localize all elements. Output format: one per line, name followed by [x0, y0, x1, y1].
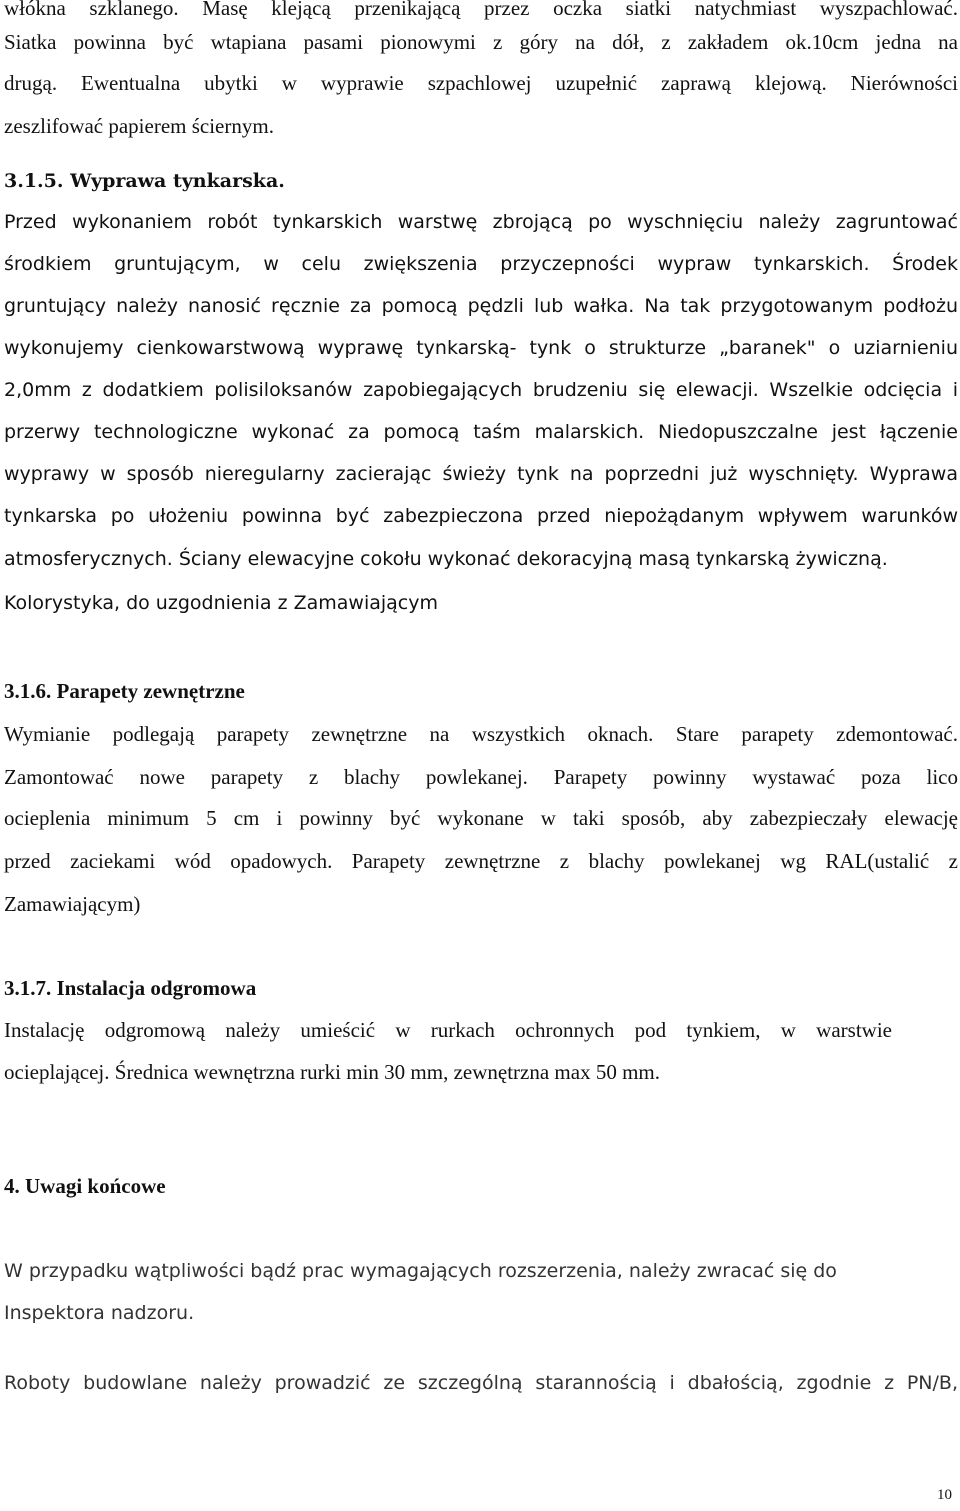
section-316-line-1: Wymianie podlegają parapety zewnętrzne na wszystkich oknach. Stare parapety zdemontować. — [4, 722, 958, 746]
section-317-line-2: ocieplającej. Średnica wewnętrzna rurki min 30 mm, zewnętrzna max 50 mm. — [4, 1060, 661, 1084]
section-315-line-8: tynkarska po ułożeniu powinna być zabezpieczona przed niepożądanym wpływem warunków — [4, 505, 958, 527]
heading-3-1-6: 3.1.6. Parapety zewnętrzne — [4, 679, 245, 703]
intro-line-3: drugą. Ewentualna ubytki w wyprawie szpachlowej uzupełnić zaprawą klejową. Nierówności — [4, 71, 958, 95]
section-4-para1-line-2: Inspektora nadzoru. — [4, 1302, 195, 1324]
section-315-line-4: wykonujemy cienkowarstwową wyprawę tynkarską- tynk o strukturze „baranek" o uziarnieniu — [4, 337, 958, 359]
section-316-line-5: Zamawiającym) — [4, 892, 141, 916]
intro-line-1: włókna szklanego. Masę klejącą przenikającą przez oczka siatki natychmiast wyszpachlować. — [4, 0, 958, 20]
section-315-line-1: Przed wykonaniem robót tynkarskich warstwę zbrojącą po wyschnięciu należy zagruntować — [4, 211, 958, 233]
intro-line-4: zeszlifować papierem ściernym. — [4, 114, 274, 138]
section-315-line-10: Kolorystyka, do uzgodnienia z Zamawiającym — [4, 592, 438, 614]
section-315-line-6: przerwy technologiczne wykonać za pomocą taśm malarskich. Niedopuszczalne jest łączenie — [4, 421, 958, 443]
section-4-para1-line-1: W przypadku wątpliwości bądź prac wymagających rozszerzenia, należy zwracać się do — [4, 1260, 837, 1282]
heading-3-1-7: 3.1.7. Instalacja odgromowa — [4, 976, 257, 1000]
section-316-line-4: przed zaciekami wód opadowych. Parapety zewnętrzne z blachy powlekanej wg RAL(ustalić z — [4, 849, 958, 873]
section-316-line-2: Zamontować nowe parapety z blachy powlekanej. Parapety powinny wystawać poza lico — [4, 765, 958, 789]
section-315-line-3: gruntujący należy nanosić ręcznie za pomocą pędzli lub wałka. Na tak przygotowanym podłożu — [4, 295, 958, 317]
section-315-line-2: środkiem gruntującym, w celu zwiększenia przyczepności wypraw tynkarskich. Środek — [4, 253, 958, 275]
heading-4: 4. Uwagi końcowe — [4, 1174, 166, 1198]
section-316-line-3: ocieplenia minimum 5 cm i powinny być wykonane w taki sposób, aby zabezpieczały elewację — [4, 806, 958, 830]
section-317-line-1: Instalację odgromową należy umieścić w rurkach ochronnych pod tynkiem, w warstwie — [4, 1018, 892, 1042]
section-315-line-7: wyprawy w sposób nieregularny zacierając świeży tynk na poprzedni już wyschnięty. Wyprawa — [4, 463, 958, 485]
section-4-para2-line-1: Roboty budowlane należy prowadzić ze szczególną starannością i dbałością, zgodnie z PN/B, — [4, 1372, 958, 1394]
page-number: 10 — [937, 1487, 952, 1503]
heading-3-1-5: 3.1.5. Wyprawa tynkarska. — [4, 170, 285, 192]
section-315-line-5: 2,0mm z dodatkiem polisiloksanów zapobiegających brudzeniu się elewacji. Wszelkie odcięcia i — [4, 379, 958, 401]
intro-line-2: Siatka powinna być wtapiana pasami pionowymi z góry na dół, z zakładem ok.10cm jedna na — [4, 30, 958, 54]
section-315-line-9: atmosferycznych. Ściany elewacyjne cokołu wykonać dekoracyjną masą tynkarską żywiczną. — [4, 548, 888, 570]
